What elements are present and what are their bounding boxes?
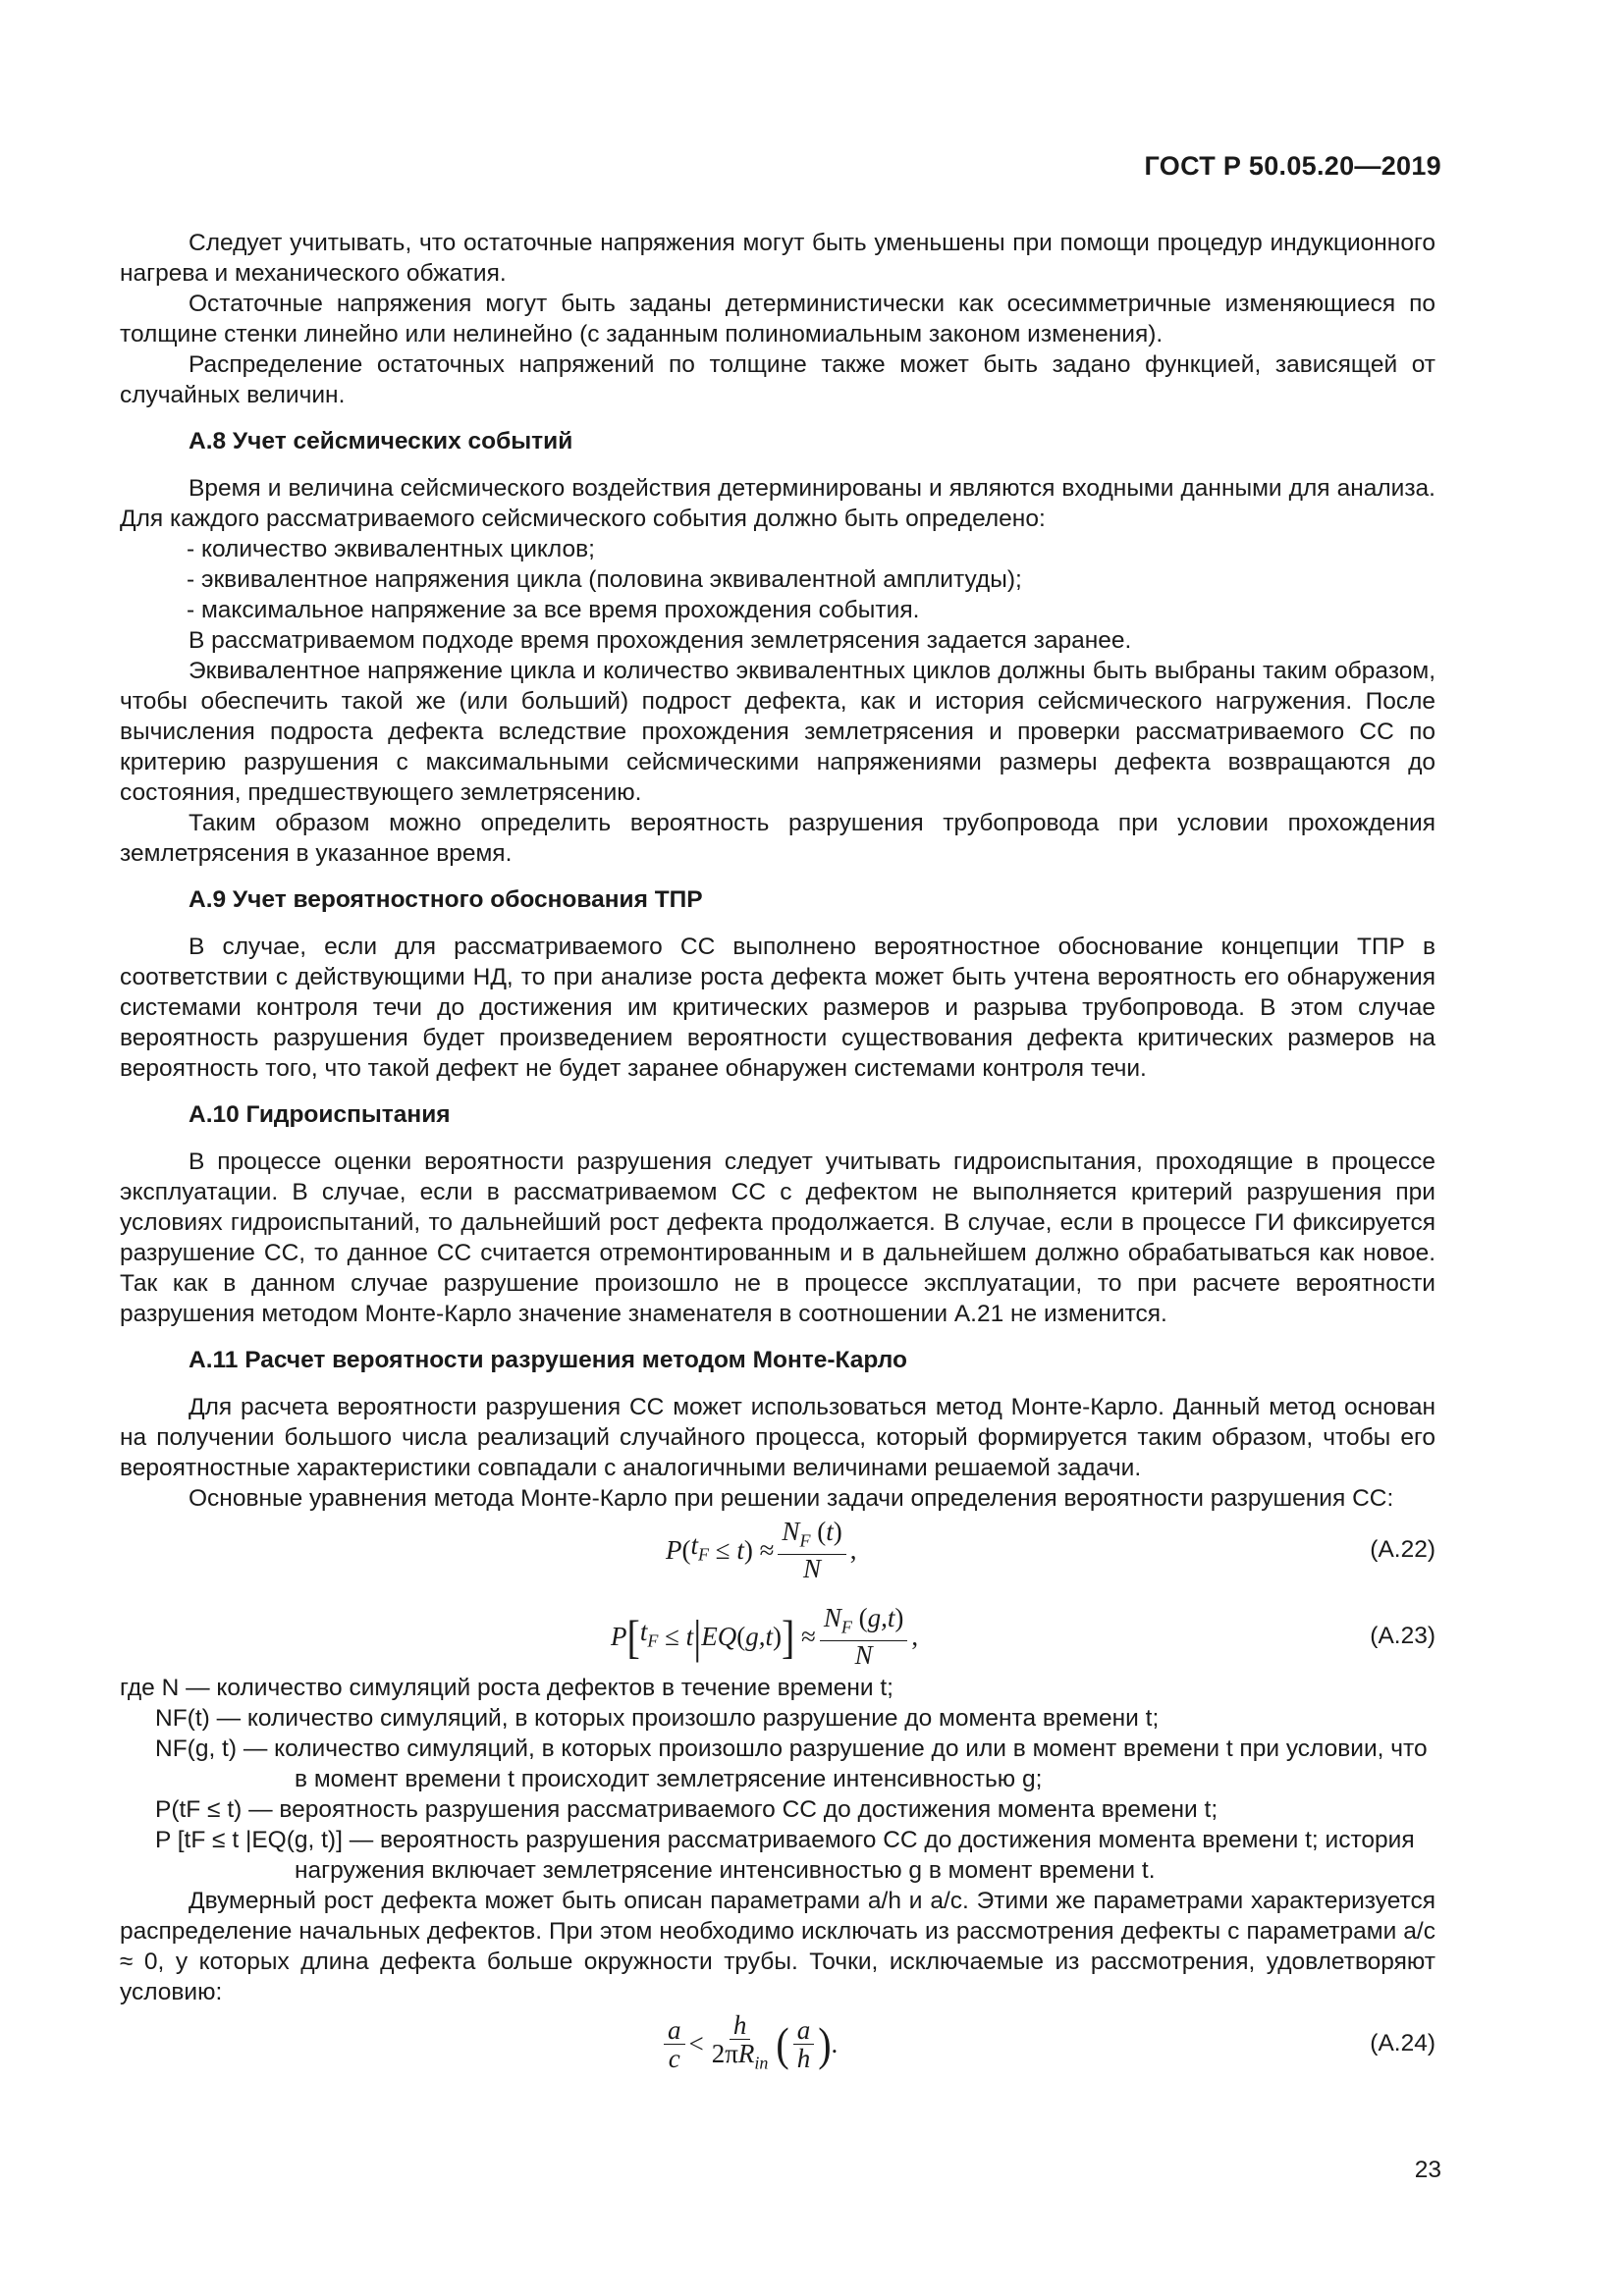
section-a10-heading: А.10 Гидроиспытания (189, 1101, 451, 1128)
list-item: - максимальное напряжение за все время прохождения события. (187, 597, 920, 623)
section-a8-paragraph-3: Эквивалентное напряжение цикла и количество эквивалентных циклов должны быть выбраны таким образом, чтобы обеспечить такой же (или больший) подрост дефекта, как и история сейсмического нагружения. После вычисления подроста дефекта вследствие прохождения землетрясения и проверки рассматриваемого СС по критерию разрушения с максимальными сейсмическими напряжениями размеры дефекта возвращаются до состояния, предшествующего землетрясению. (120, 658, 1435, 806)
equation-a23 (120, 1602, 1435, 1671)
where-item-continuation: в момент времени t происходит землетрясение интенсивностью g; (295, 1766, 1043, 1792)
page-number: 23 (1414, 2157, 1441, 2183)
list-item: - количество эквивалентных циклов; (187, 536, 595, 562)
where-item: P(tF ≤ t) — вероятность разрушения рассматриваемого СС до достижения момента времени t; (155, 1796, 1218, 1823)
equation-a22 (120, 1516, 1435, 1584)
equation-a22-number: (А.22) (1370, 1536, 1435, 1563)
equation-a22-expression: P ( $t_F$ ≤ t ) ≈ $\frac{N_F (t)}{N}$ , (666, 1516, 857, 1584)
intro-paragraph-2: Остаточные напряжения могут быть заданы детерминистически как осесимметричные изменяющиеся по толщине стенки линейно или нелинейно (с заданным полиномиальным законом изменения). (120, 291, 1435, 347)
where-item: где N — количество симуляций роста дефектов в течение времени t; (120, 1675, 893, 1701)
equation-a24-expression: $\frac{a}{c}$ < $\frac{h}{2\pi R_{in}}$ ( $\frac{a}{h}$ ) . (660, 2013, 838, 2074)
equation-a23-number: (А.23) (1370, 1623, 1435, 1649)
page-body (120, 228, 1435, 2074)
intro-paragraph-3: Распределение остаточных напряжений по толщине также может быть задано функцией, зависящей от случайных величин. (120, 351, 1435, 408)
section-a11-paragraph-2: Основные уравнения метода Монте-Карло при решении задачи определения вероятности разрушения СС: (189, 1485, 1394, 1512)
where-item-continuation: нагружения включает землетрясение интенсивностью g в момент времени t. (295, 1857, 1156, 1884)
section-a11-paragraph-3: Двумерный рост дефекта может быть описан параметрами a/h и a/c. Этими же параметрами характеризуется распределение начальных дефектов. При этом необходимо исключать из рассмотрения дефекты с параметрами a/c ≈ 0, у которых длина дефекта больше окружности трубы. Точки, исключаемые из рассмотрения, удовлетворяют условию: (120, 1888, 1435, 2005)
section-a9-heading: А.9 Учет вероятностного обоснования ТПР (189, 886, 703, 913)
section-a8-heading: А.8 Учет сейсмических событий (189, 428, 573, 454)
section-a10-paragraph-1: В процессе оценки вероятности разрушения следует учитывать гидроиспытания, проходящие в процессе эксплуатации. В случае, если в рассматриваемом СС с дефектом не выполняется критерий разрушения при условиях гидроиспытаний, то дальнейший рост дефекта продолжается. В случае, если в процессе ГИ фиксируется разрушение СС, то данное СС считается отремонтированным и в дальнейшем должно обрабатываться как новое. Так как в данном случае разрушение произошло не в процессе эксплуатации, то при расчете вероятности разрушения методом Монте-Карло значение знаменателя в соотношении А.21 не изменится. (120, 1148, 1435, 1327)
section-a8-paragraph-4: Таким образом можно определить вероятность разрушения трубопровода при условии прохождения землетрясения в указанное время. (120, 810, 1435, 867)
section-a8-paragraph-1: Время и величина сейсмического воздействия детерминированы и являются входными данными для анализа. Для каждого рассматриваемого сейсмического события должно быть определено: (120, 475, 1435, 532)
where-block (120, 1673, 1435, 1886)
section-a11-paragraph-1: Для расчета вероятности разрушения СС может использоваться метод Монте-Карло. Данный метод основан на получении большого числа реализаций случайного процесса, который формируется таким образом, чтобы его вероятностные характеристики совпадали с аналогичными величинами решаемой задачи. (120, 1394, 1435, 1481)
equation-a23-expression: P [ $t_F$ ≤ t | EQ ( g,t ) ] ≈ $\frac{N_F (g,t)}{N}$ , (611, 1602, 919, 1671)
where-item: NF(g, t) — количество симуляций, в которых произошло разрушение до или в момент времени t при условии, что (155, 1735, 1428, 1762)
document-id: ГОСТ Р 50.05.20—2019 (1144, 151, 1441, 181)
where-item: NF(t) — количество симуляций, в которых произошло разрушение до момента времени t; (155, 1705, 1160, 1732)
section-a11-heading: А.11 Расчет вероятности разрушения методом Монте-Карло (189, 1347, 907, 1373)
intro-paragraph-1: Следует учитывать, что остаточные напряжения могут быть уменьшены при помощи процедур индукционного нагрева и механического обжатия. (120, 230, 1435, 287)
equation-a24 (120, 2009, 1435, 2074)
equation-a24-number: (А.24) (1370, 2030, 1435, 2056)
where-item: P [tF ≤ t |EQ(g, t)] — вероятность разрушения рассматриваемого СС до достижения момента времени t; история (155, 1827, 1415, 1853)
section-a8-paragraph-2: В рассматриваемом подходе время прохождения землетрясения задается заранее. (189, 627, 1132, 654)
section-a9-paragraph-1: В случае, если для рассматриваемого СС выполнено вероятностное обоснование концепции ТПР в соответствии с действующими НД, то при анализе роста дефекта может быть учтена вероятность его обнаружения системами контроля течи до достижения им критических размеров и разрыва трубопровода. В этом случае вероятность разрушения будет произведением вероятности существования дефекта критических размеров на вероятность того, что такой дефект не будет заранее обнаружен системами контроля течи. (120, 934, 1435, 1082)
list-item: - эквивалентное напряжения цикла (половина эквивалентной амплитуды); (187, 566, 1022, 593)
